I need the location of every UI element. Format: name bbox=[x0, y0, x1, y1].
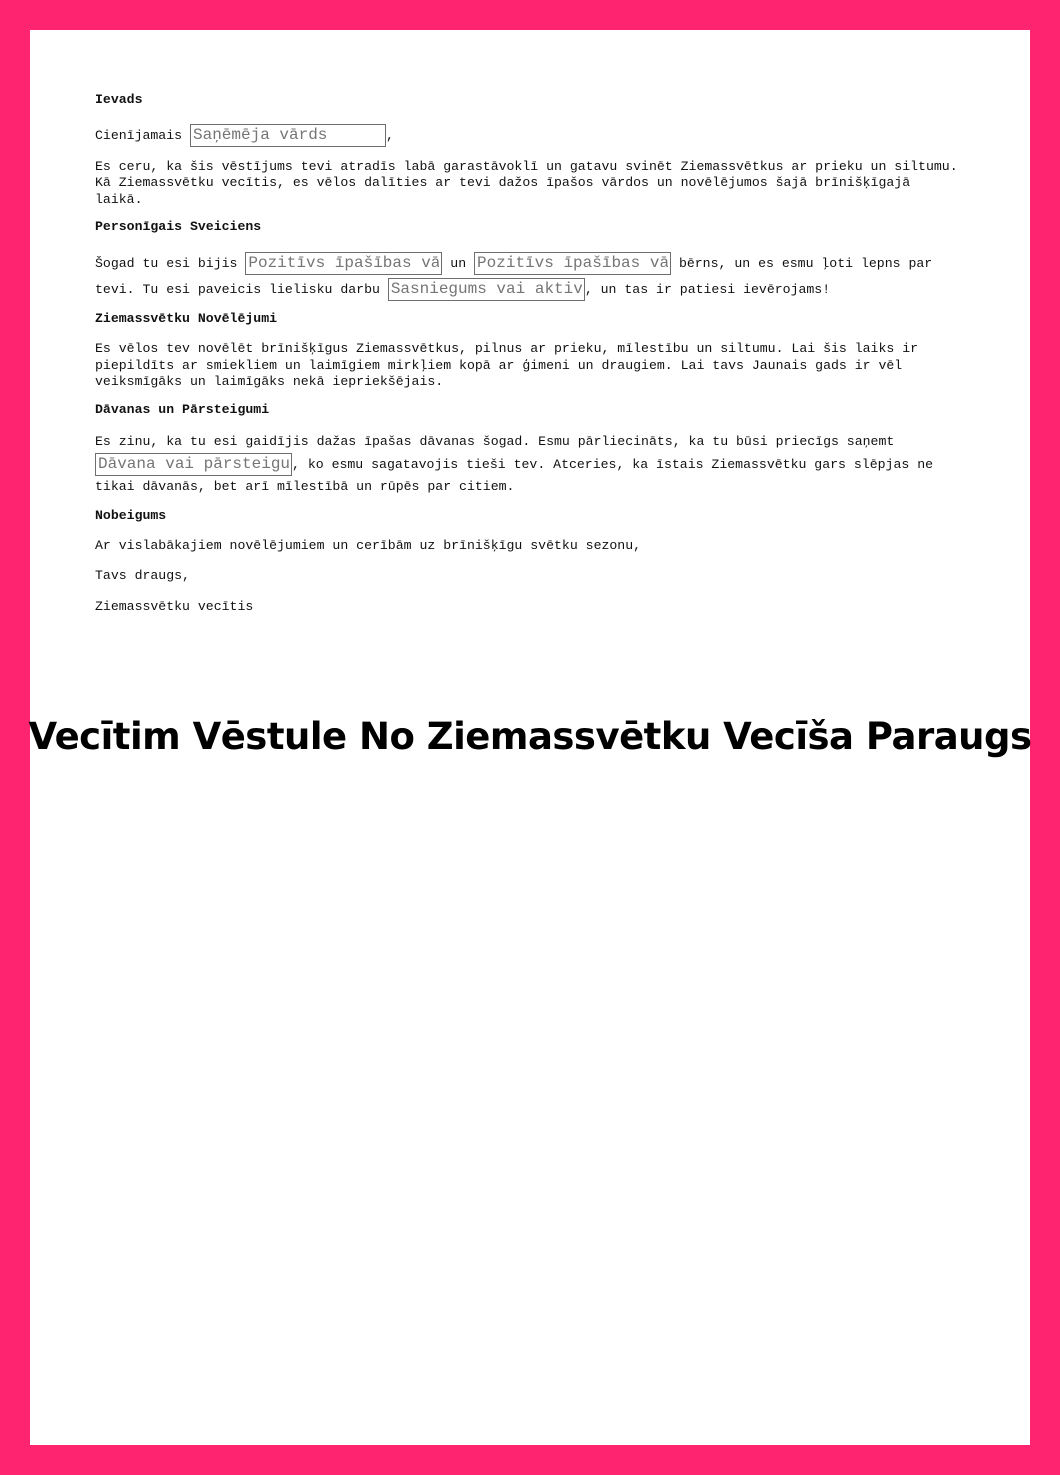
letter-body bbox=[95, 92, 965, 615]
wishes-paragraph: Es vēlos tev novēlēt brīnišķīgus Ziemassvētkus, pilnus ar prieku, mīlestību un siltumu. Lai šis laiks ir piepildīts ar smiekliem un laimīgiem mirkļiem kopā ar ģimeni un draugiem. Lai tavs Jaunais gads ir vēl veiksmīgāks un laimīgāks nekā iepriekšējais. bbox=[95, 341, 919, 389]
template-title-banner: Vecītim Vēstule No Ziemassvētku Vecīša Paraugs bbox=[28, 714, 1032, 758]
salutation-comma: , bbox=[385, 127, 394, 143]
closing-friend: Tavs draugs, bbox=[95, 568, 190, 583]
positive-trait-field-1[interactable] bbox=[245, 252, 442, 275]
intro-heading: Ievads bbox=[95, 92, 143, 107]
closing-line: Ar vislabākajiem novēlējumiem un cerībām uz brīnišķīgu svētku sezonu, bbox=[95, 537, 642, 553]
greeting-paragraph bbox=[95, 251, 965, 303]
greeting-text-3: , un tas ir patiesi ievērojams! bbox=[584, 281, 831, 297]
gifts-text-2: , ko esmu sagatavojis tieši tev. Atceries, ka īstais Ziemassvētku gars slēpjas ne tikai dāvanās, bet arī mīlestībā un rūpēs par citiem. bbox=[95, 456, 934, 494]
greeting-text-2: bērns, un es esmu ļoti lepns par tevi. Tu esi paveicis lielisku darbu bbox=[95, 255, 933, 297]
greeting-heading: Personīgais Sveiciens bbox=[95, 219, 262, 234]
gift-field[interactable] bbox=[95, 453, 292, 476]
signature: Ziemassvētku vecītis bbox=[95, 598, 254, 614]
greeting-and: un bbox=[442, 255, 475, 271]
greeting-text-1: Šogad tu esi bijis bbox=[95, 255, 246, 271]
gifts-text-1: Es zinu, ka tu esi gaidījis dažas īpašas dāvanas šogad. Esmu pārliecināts, ka tu būsi priecīgs saņemt bbox=[95, 434, 895, 449]
wishes-heading: Ziemassvētku Novēlējumi bbox=[95, 310, 278, 326]
salutation-label: Cienījamais bbox=[95, 127, 183, 143]
achievement-field[interactable] bbox=[388, 278, 585, 301]
document-sheet bbox=[30, 30, 1030, 1445]
intro-paragraph: Es ceru, ka šis vēstījums tevi atradīs labā garastāvoklī un gatavu svinēt Ziemassvētkus ar prieku un siltumu. Kā Ziemassvētku vecītis, es vēlos dalīties ar tevi dažos īpašos vārdos un novēlējumos šajā brīnišķīgajā laikā. bbox=[95, 158, 958, 207]
gifts-paragraph bbox=[95, 431, 965, 497]
salutation-line bbox=[95, 124, 965, 147]
closing-heading: Nobeigums bbox=[95, 508, 167, 523]
recipient-name-field[interactable] bbox=[190, 124, 386, 147]
positive-trait-field-2[interactable] bbox=[474, 252, 671, 275]
gifts-heading: Dāvanas un Pārsteigumi bbox=[95, 401, 270, 417]
